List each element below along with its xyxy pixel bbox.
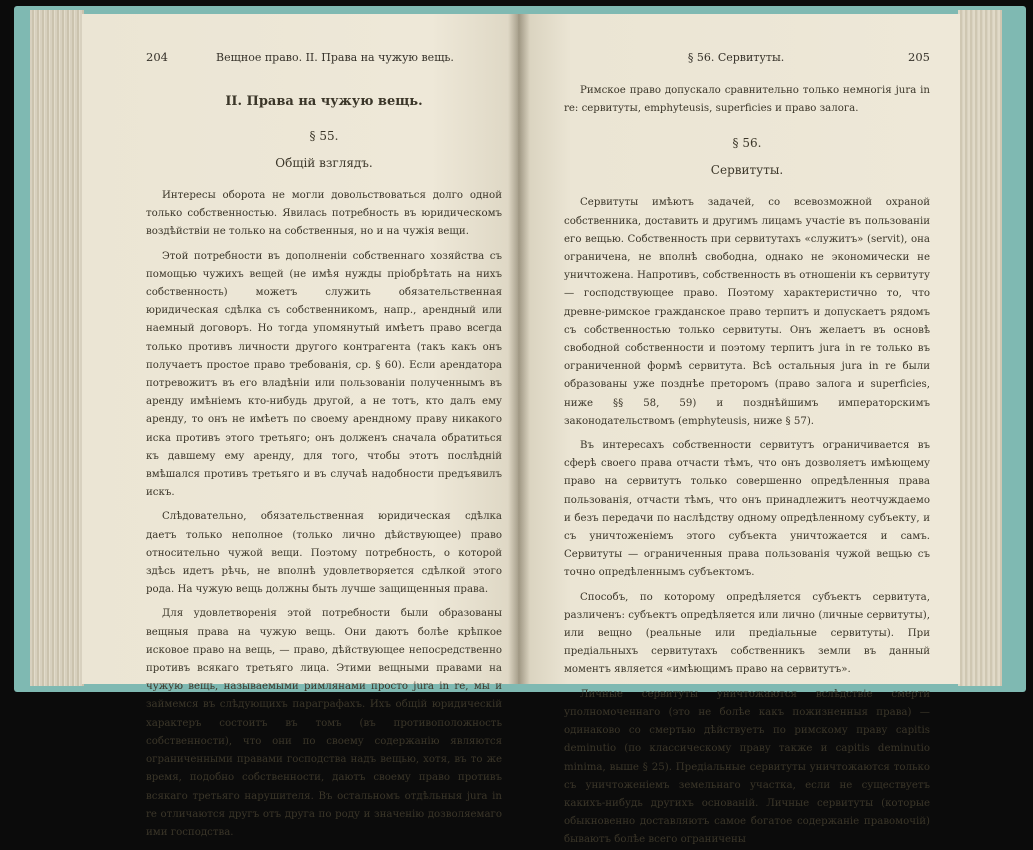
paragraph: Этой потребности въ дополненіи собственнаго хозяйства съ помощью чужихъ вещей (не имѣя нужды пріобрѣтать на нихъ собственность) можетъ служить обязательственная юридическая сдѣлка съ собственникомъ, напр., арендный или наемный договоръ. Но тогда упомянутый имѣетъ право всегда только противъ личности другого контрагента (такъ какъ онъ получаетъ простое право требованія, ср. § 60). Если арендатора потревожитъ въ его владѣніи или пользованіи полученнымъ въ аренду имѣніемъ кто-нибудь другой, а не тотъ, кто далъ ему аренду, то онъ не имѣетъ по своему арендному праву никакого иска противъ этого третьяго; онъ долженъ сначала обратиться къ давшему ему аренду, для того, чтобы этотъ послѣдній вмѣшался противъ третьяго и въ случаѣ надобности предъявилъ искъ. [146, 250, 502, 499]
paragraph: Интересы оборота не могли довольствоваться долго одной только собственностью. Явилась потребность въ юридическомъ воздѣйствіи не только на собственныя, но и на чужія вещи. [146, 190, 502, 238]
paragraph: Сервитуты имѣютъ задачей, со всевозможной охраной собственника, доставить и другимъ лицамъ участіе въ пользованіи его вещью. Собственность при сервитутахъ «служитъ» (servit), она ограничена, не вполнѣ свободна, однако не экономически не уничтожена. Напротивъ, собственность въ отношеніи къ сервитуту — господствующее право. Поэтому характеристично то, что древне-римское гражданское право терпитъ и допускаетъ рядомъ съ собственностью только сервитуты. Онъ желаетъ въ основѣ свободной собственности и поэтому терпитъ jura in re только въ ограниченной формѣ сервитута. Всѣ остальныя jura in re были образованы уже позднѣе преторомъ (право залога и superficies, ниже §§ 58, 59) и позднѣйшимъ императорскимъ законодательствомъ (emphyteusis, ниже § 57). [564, 197, 930, 427]
running-head-text: § 56. Сервитуты. [687, 51, 785, 64]
page-edges-left [30, 10, 84, 686]
intro-text [564, 82, 930, 118]
paragraph: Римское право допускало сравнительно только немногія jura in re: сервитуты, emphyteusis, superficies и право залога. [564, 85, 930, 115]
page-number: 204 [146, 50, 168, 64]
body-text [564, 194, 930, 849]
running-header-left [146, 50, 502, 64]
page-number: 205 [908, 50, 930, 64]
section-title: Сервитуты. [710, 163, 784, 178]
right-page [518, 14, 960, 846]
section-number: § 56. [732, 136, 762, 151]
body-text [146, 187, 502, 842]
paragraph: Въ интересахъ собственности сервитутъ ограничивается въ сферѣ своего права отчасти тѣмъ, что онъ дозволяетъ имѣющему право на сервитутъ только совершенно опредѣленныя права пользованія, отчасти тѣмъ, что онъ принадлежитъ неотчуждаемо и безъ передачи по наслѣдству одному опредѣленному субъекту, и съ уничтоженіемъ этого субъекта уничтожается и самъ. Сервитуты — ограниченныя права пользованія чужой вещью съ точно опредѣленнымъ субъектомъ. [564, 440, 930, 579]
paragraph: Способъ, по которому опредѣляется субъектъ сервитута, различенъ: субъектъ опредѣляется или лично (личные сервитуты), или вещно (реальные или предіальные сервитуты). При предіальныхъ сервитутахъ собственникъ земли въ данный моментъ является «имѣющимъ право на сервитутъ». [564, 591, 930, 676]
paragraph: Личные сервитуты уничтожаются вслѣдствіе смерти уполномоченнаго (это не болѣе какъ пожизненныя права) — одинаково со смертью дѣйствуетъ по римскому праву capitis deminutio (по классическому праву также и capitis deminutio minima, выше § 25). Предіальные сервитуты уничтожаются только съ уничтоженіемъ земельнаго участка, если не существуетъ какихъ-нибудь другихъ основаній. Личные сервитуты (которые обыкновенно доставляютъ самое богатое содержаніе правомочій) бываютъ болѣе всего ограничены [564, 688, 930, 846]
chapter-title: II. Права на чужую вещь. [225, 94, 423, 109]
paragraph: Слѣдовательно, обязательственная юридическая сдѣлка даетъ только неполное (только лично дѣйствующее) право относительно чужой вещи. Поэтому потребность, о которой здѣсь идетъ рѣчь, не вполнѣ удовлетворяется сдѣлкой этого рода. На чужую вещь должны быть лучше защищенныя права. [146, 511, 502, 596]
book-gutter [508, 14, 530, 684]
section-title: Общій взглядъ. [275, 156, 373, 170]
page-edges-right [958, 10, 1002, 686]
paragraph: Для удовлетворенія этой потребности были образованы вещныя права на чужую вещь. Они даютъ болѣе крѣпкое исковое право на вещь, — право, дѣйствующее непосредственно противъ всякаго третьяго лица. Этими вещными правами на чужую вещь, называемыми римлянами просто jura in re, мы и займемся въ слѣдующихъ параграфахъ. Ихъ общій юридическій характеръ состоитъ въ томъ (въ противоположность собственности), что они по своему содержанію являются ограниченными правами господства надъ вещью, хотя, въ то же время, подобно собственности, даютъ своему право противъ всякаго третьяго нарушителя. Въ остальномъ отдѣльныя jura in re отличаются другъ отъ друга по роду и значенію дозволяемаго ими господства. [146, 608, 502, 838]
section-number: § 55. [309, 129, 339, 143]
left-page [82, 14, 518, 838]
running-head-text: Вещное право. II. Права на чужую вещь. [216, 51, 454, 64]
running-header-right [564, 50, 930, 64]
